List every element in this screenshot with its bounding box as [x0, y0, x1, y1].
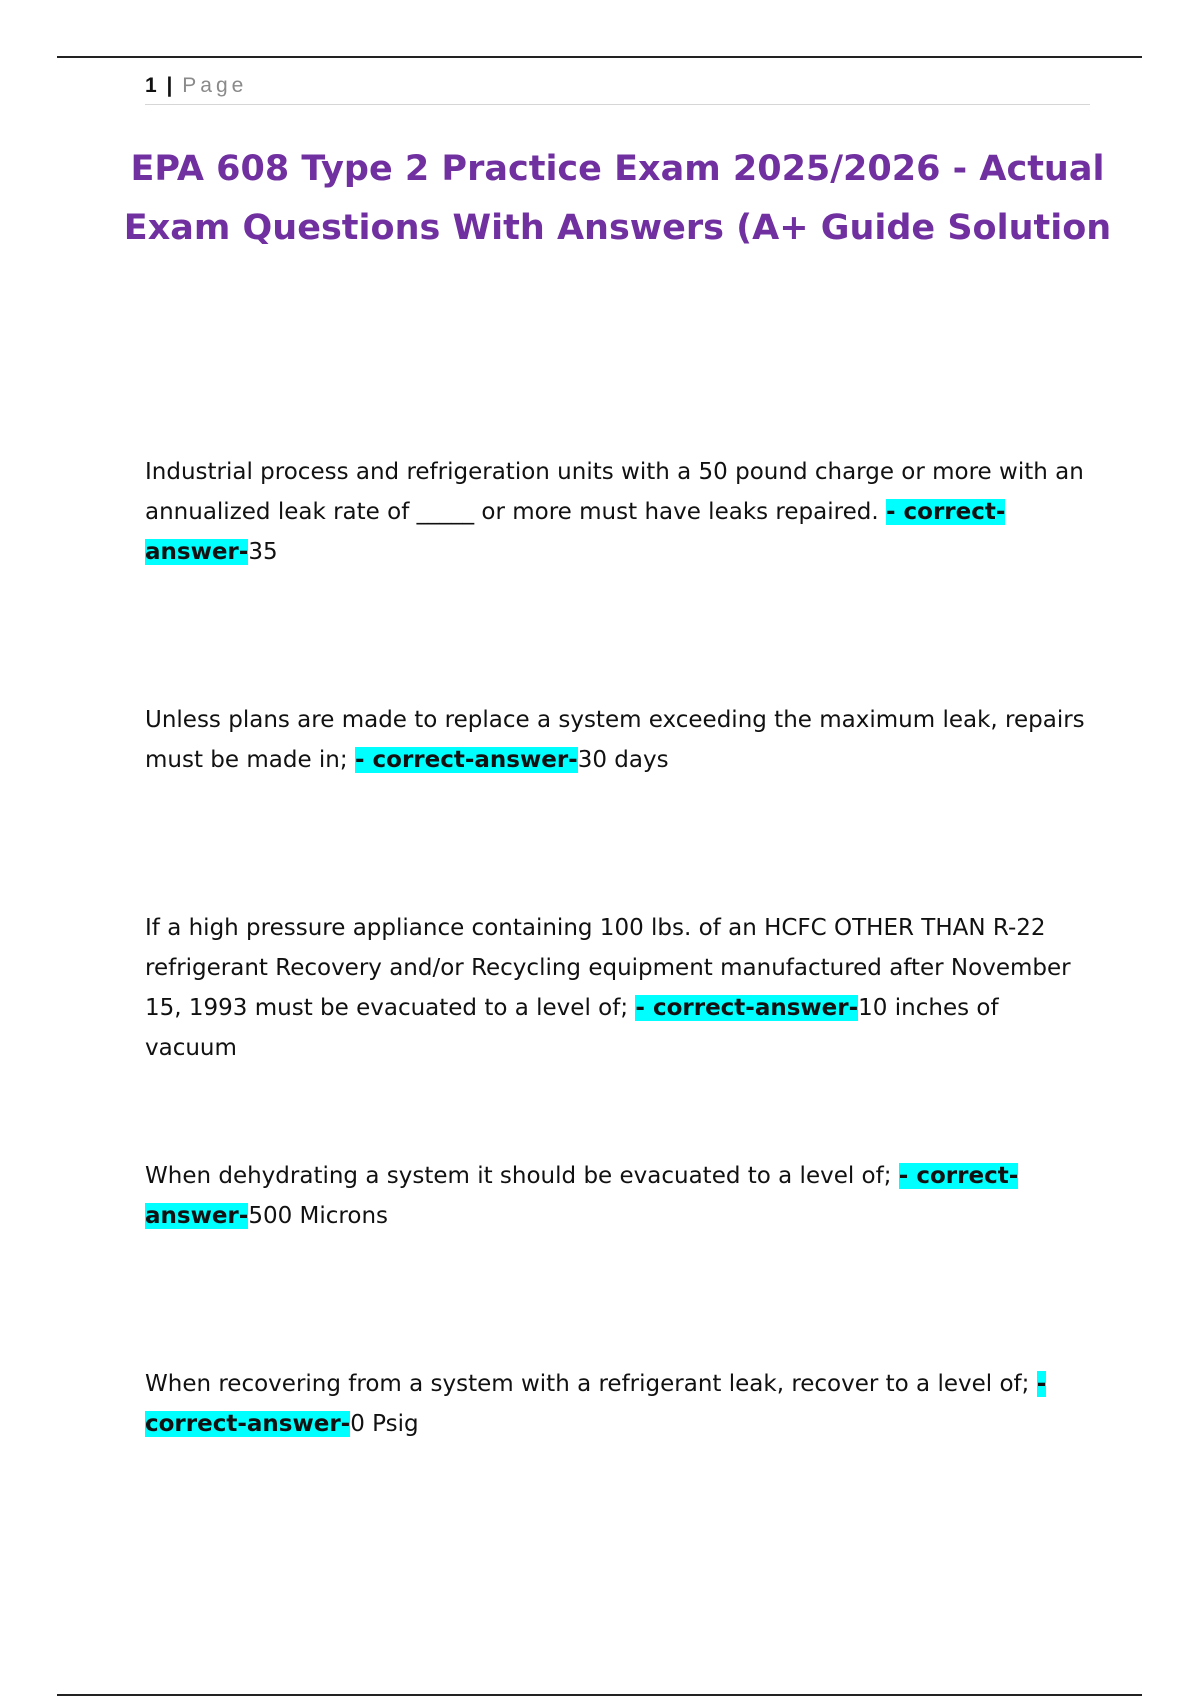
question-text: When dehydrating a system it should be evacuated to a level of;: [145, 1163, 892, 1189]
answer-text: 10 inches of vacuum: [145, 995, 999, 1061]
document-title: EPA 608 Type 2 Practice Exam 2025/2026 - Actual Exam Questions With Answers (A+ Guide Solution: [123, 149, 1112, 248]
answer-text: 0 Psig: [350, 1411, 419, 1437]
qa-item-3: [145, 908, 1090, 1068]
page-separator: |: [166, 74, 173, 97]
correct-answer-marker: - correct-answer-: [635, 995, 859, 1021]
correct-answer-marker: - correct-answer-: [354, 747, 578, 773]
answer-text: 500 Microns: [248, 1203, 389, 1229]
correct-answer-marker: - correct-answer-: [145, 1371, 1047, 1437]
page-word: Page: [182, 74, 248, 97]
qa-item-2: [145, 700, 1090, 780]
top-rule: [57, 56, 1142, 58]
question-text: Unless plans are made to replace a system exceeding the maximum leak, repairs must be made in;: [145, 707, 1085, 773]
bottom-rule: [57, 1694, 1142, 1696]
answer-text: 30 days: [577, 747, 669, 773]
answer-text: 35: [248, 539, 278, 565]
correct-answer-marker: - correct-answer-: [145, 1163, 1019, 1229]
question-text: If a high pressure appliance containing 100 lbs. of an HCFC OTHER THAN R-22 refrigerant Recovery and/or Recycling equipment manufactured after November 15, 1993 must be evacuated to a level of;: [145, 915, 1071, 1021]
question-text: When recovering from a system with a refrigerant leak, recover to a level of;: [145, 1371, 1030, 1397]
qa-item-1: [145, 452, 1090, 572]
qa-item-5: [145, 1364, 1090, 1444]
page-number: 1: [145, 74, 157, 97]
page-header: [145, 72, 1090, 105]
correct-answer-marker: - correct-answer-: [145, 499, 1006, 565]
qa-item-4: [145, 1156, 1090, 1236]
question-text: Industrial process and refrigeration units with a 50 pound charge or more with an annualized leak rate of _____ or more must have leaks repaired.: [145, 459, 1084, 525]
